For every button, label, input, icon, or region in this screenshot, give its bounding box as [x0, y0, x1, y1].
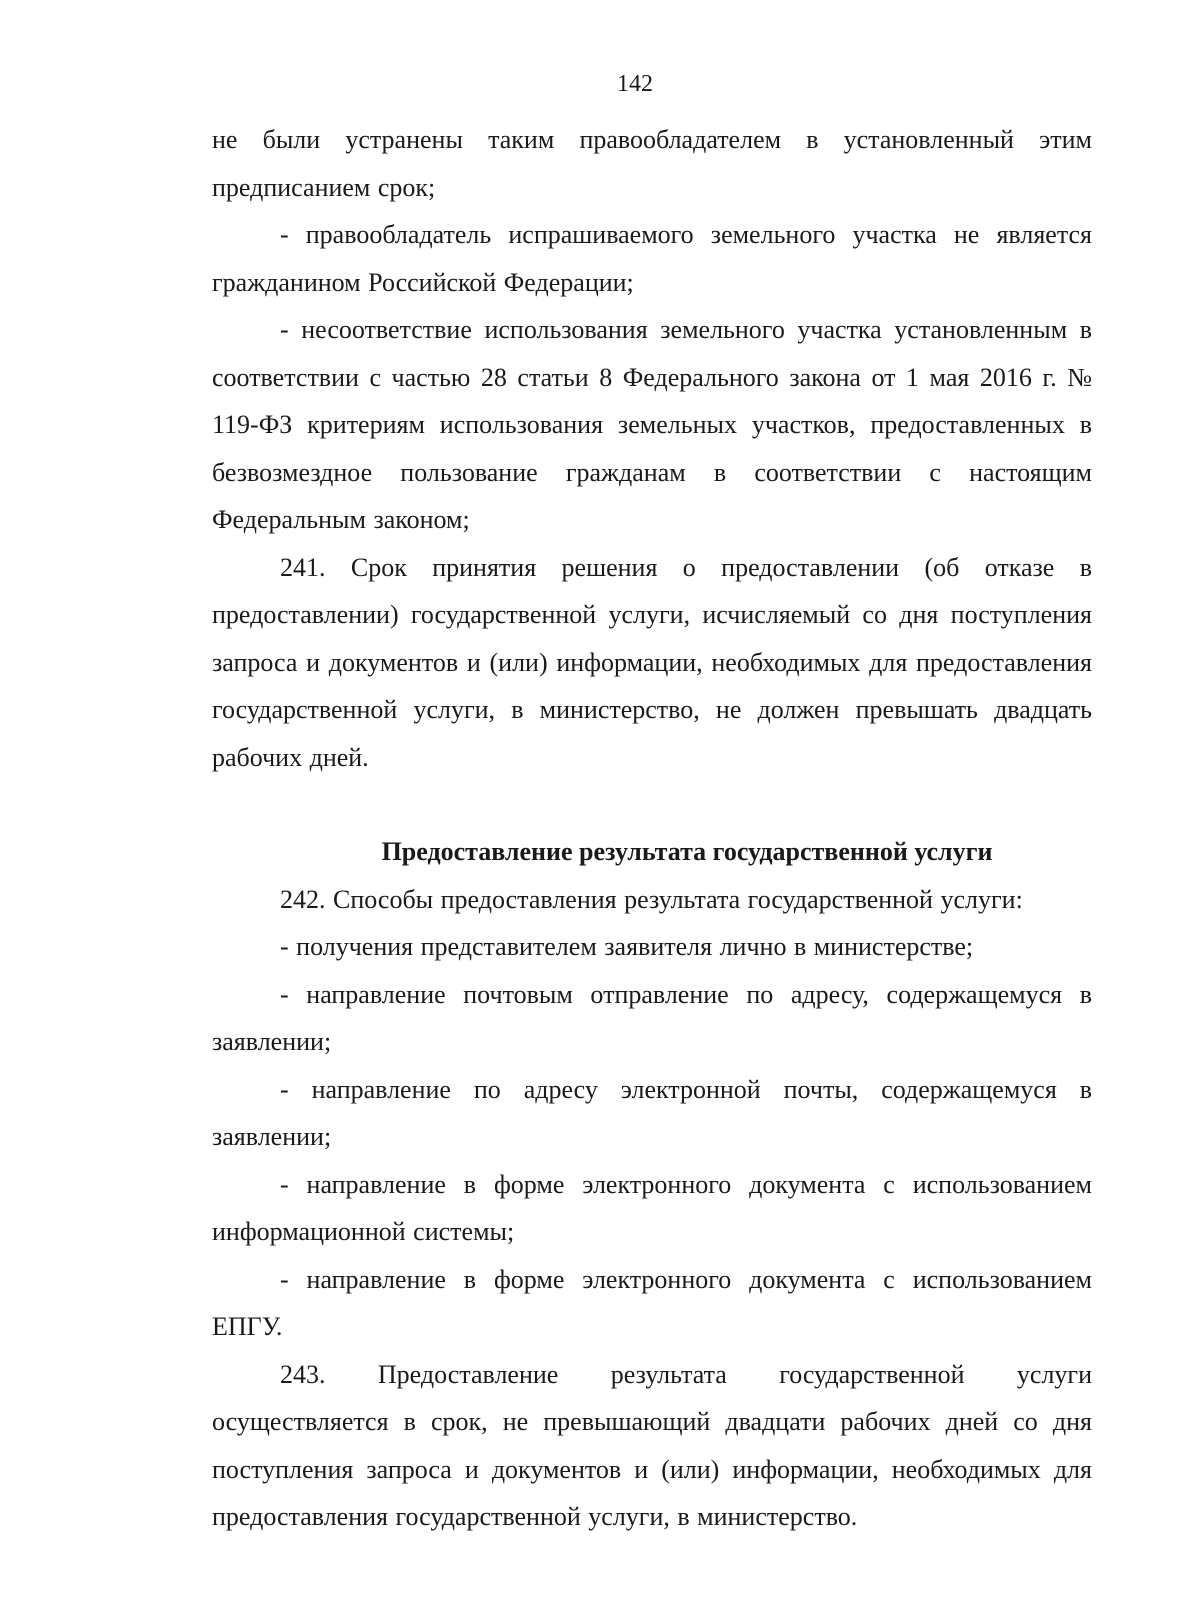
paragraph-list-item: - направление по адресу электронной почты, содержащемуся в заявлении;	[212, 1074, 1092, 1151]
section-heading: Предоставление результата государственной услуги	[381, 837, 993, 866]
paragraph-numbered-242: 242. Способы предоставления результата государственной услуги:	[280, 884, 1023, 914]
paragraph-continuation: не были устранены таким правообладателем в установленный этим предписанием срок;	[212, 125, 1092, 202]
paragraph-list-item: - получения представителем заявителя лично в министерстве;	[280, 932, 974, 961]
section-spacer	[212, 781, 1092, 828]
paragraph-list-item: - несоответствие использования земельного участка установленным в соответствии с частью 28 статьи 8 Федерального закона от 1 мая 2016 г. № 119-ФЗ критериям использования земельных участков, предоставленных в безвозмездное пользование гражданам в соответствии с настоящим Федеральным законом;	[212, 315, 1092, 534]
paragraph-list-item: - направление в форме электронного документа с использованием информационной системы;	[212, 1169, 1092, 1246]
document-body	[212, 116, 1092, 1541]
paragraph-numbered-243: 243. Предоставление результата государственной услуги осуществляется в срок, не превышающий двадцати рабочих дней со дня поступления запроса и документов и (или) информации, необходимых для предоставления государственной услуги, в министерство.	[212, 1359, 1092, 1531]
page-number: 142	[617, 71, 653, 97]
paragraph-list-item: - направление в форме электронного документа с использованием ЕПГУ.	[212, 1264, 1092, 1341]
paragraph-list-item: - правообладатель испрашиваемого земельного участка не является гражданином Российской Федерации;	[212, 220, 1092, 297]
paragraph-numbered-241: 241. Срок принятия решения о предоставлении (об отказе в предоставлении) государственной услуги, исчисляемый со дня поступления запроса и документов и (или) информации, необходимых для предоставления государственной услуги, в министерство, не должен превышать двадцать рабочих дней.	[212, 552, 1092, 772]
paragraph-list-item: - направление почтовым отправление по адресу, содержащемуся в заявлении;	[212, 979, 1092, 1056]
